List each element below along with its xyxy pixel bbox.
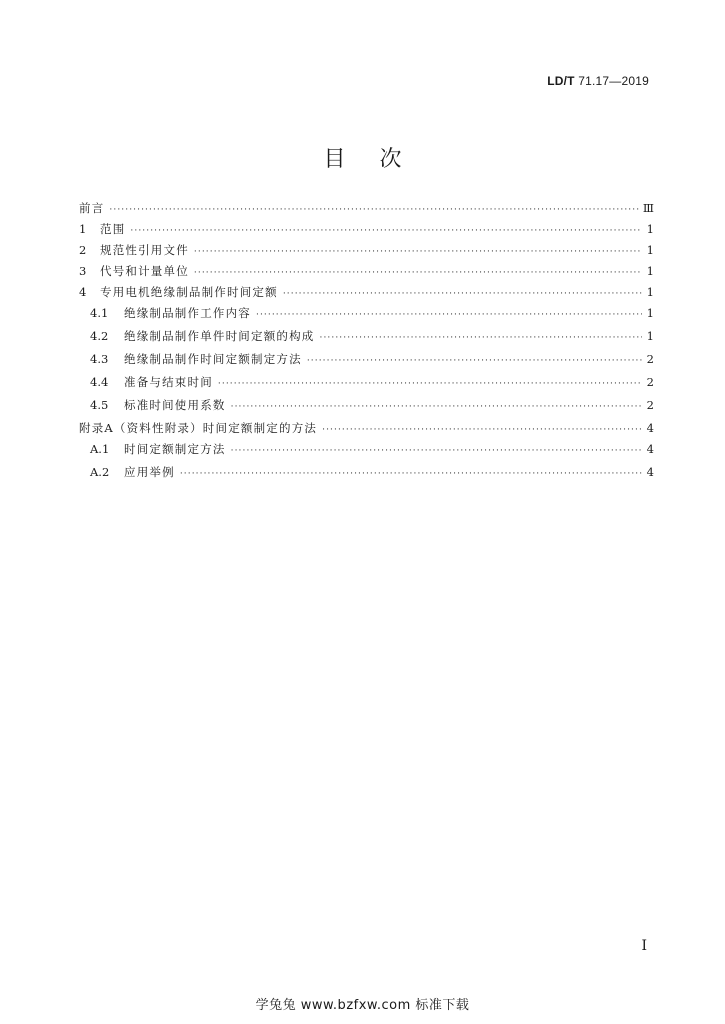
toc-leader-dots — [231, 446, 642, 456]
toc-entry[interactable] — [79, 441, 654, 464]
toc-entry[interactable] — [79, 284, 654, 305]
toc-entry-label: 前言 — [79, 201, 105, 215]
toc-leader-dots — [194, 247, 642, 257]
toc-entry-label: 时间定额制定方法 — [124, 442, 226, 456]
toc-leader-dots — [194, 268, 642, 278]
toc-entry[interactable] — [79, 464, 654, 487]
toc-entry[interactable] — [79, 328, 654, 351]
toc-entry[interactable] — [79, 351, 654, 374]
toc-entry[interactable] — [79, 221, 654, 242]
toc-entry-label: 代号和计量单位 — [100, 264, 189, 278]
standard-code — [547, 74, 649, 88]
toc-entry-label: 范围 — [100, 222, 126, 236]
toc-entry-number: 3 — [79, 264, 87, 278]
toc-entry[interactable] — [79, 200, 654, 221]
toc-entry[interactable] — [79, 242, 654, 263]
toc-entry-number: 4.5 — [90, 398, 109, 412]
toc-entry[interactable] — [79, 397, 654, 420]
toc-entry-label: 附录A（资料性附录）时间定额制定的方法 — [79, 421, 318, 435]
toc-entry[interactable] — [79, 305, 654, 328]
toc-entry-number: 4.4 — [90, 375, 109, 389]
toc-entry-page: 4 — [646, 421, 654, 435]
toc-leader-dots — [283, 289, 642, 299]
toc-entry-label: 标准时间使用系数 — [124, 398, 226, 412]
toc-entry-page: 1 — [646, 243, 654, 257]
footer-watermark: 学兔兔 www.bzfxw.com 标准下载 — [255, 998, 470, 1013]
table-of-contents — [79, 200, 654, 487]
toc-entry-number: A.1 — [90, 442, 110, 456]
toc-entry-number: 4.2 — [90, 329, 109, 343]
page-title: 目次 — [323, 147, 436, 172]
toc-leader-dots — [130, 226, 642, 236]
toc-leader-dots — [320, 333, 643, 343]
toc-entry-label: 应用举例 — [124, 465, 175, 479]
toc-entry-label: 绝缘制品制作工作内容 — [124, 306, 251, 320]
page-number: I — [641, 938, 647, 954]
toc-entry[interactable] — [79, 263, 654, 284]
toc-entry-number: 4 — [79, 285, 87, 299]
standard-number: 71.17—2019 — [578, 74, 649, 88]
toc-entry-page: 1 — [646, 222, 654, 236]
toc-leader-dots — [180, 469, 642, 479]
toc-leader-dots — [231, 402, 642, 412]
toc-entry-label: 绝缘制品制作单件时间定额的构成 — [124, 329, 315, 343]
toc-entry-page: 1 — [646, 285, 654, 299]
toc-entry-number: A.2 — [90, 465, 110, 479]
toc-entry-number: 1 — [79, 222, 87, 236]
toc-entry-page: 4 — [646, 442, 654, 456]
toc-leader-dots — [256, 310, 642, 320]
toc-leader-dots — [322, 425, 642, 435]
toc-entry-page: 1 — [646, 306, 654, 320]
toc-leader-dots — [218, 379, 642, 389]
toc-entry-page: Ⅲ — [642, 201, 654, 215]
toc-entry-label: 专用电机绝缘制品制作时间定额 — [100, 285, 278, 299]
toc-leader-dots — [307, 356, 642, 366]
toc-entry-number: 4.1 — [90, 306, 109, 320]
toc-entry-number: 4.3 — [90, 352, 109, 366]
toc-leader-dots — [109, 205, 639, 215]
toc-entry-page: 1 — [646, 329, 654, 343]
toc-entry-page: 2 — [646, 352, 654, 366]
toc-entry-page: 4 — [646, 465, 654, 479]
toc-entry-page: 2 — [646, 375, 654, 389]
toc-entry-page: 2 — [646, 398, 654, 412]
toc-entry-label: 绝缘制品制作时间定额制定方法 — [124, 352, 302, 366]
toc-entry-page: 1 — [646, 264, 654, 278]
standard-prefix: LD/T — [547, 74, 575, 88]
toc-entry-label: 准备与结束时间 — [124, 375, 213, 389]
toc-entry[interactable] — [79, 374, 654, 397]
toc-entry[interactable] — [79, 420, 654, 441]
toc-entry-label: 规范性引用文件 — [100, 243, 189, 257]
toc-entry-number: 2 — [79, 243, 87, 257]
